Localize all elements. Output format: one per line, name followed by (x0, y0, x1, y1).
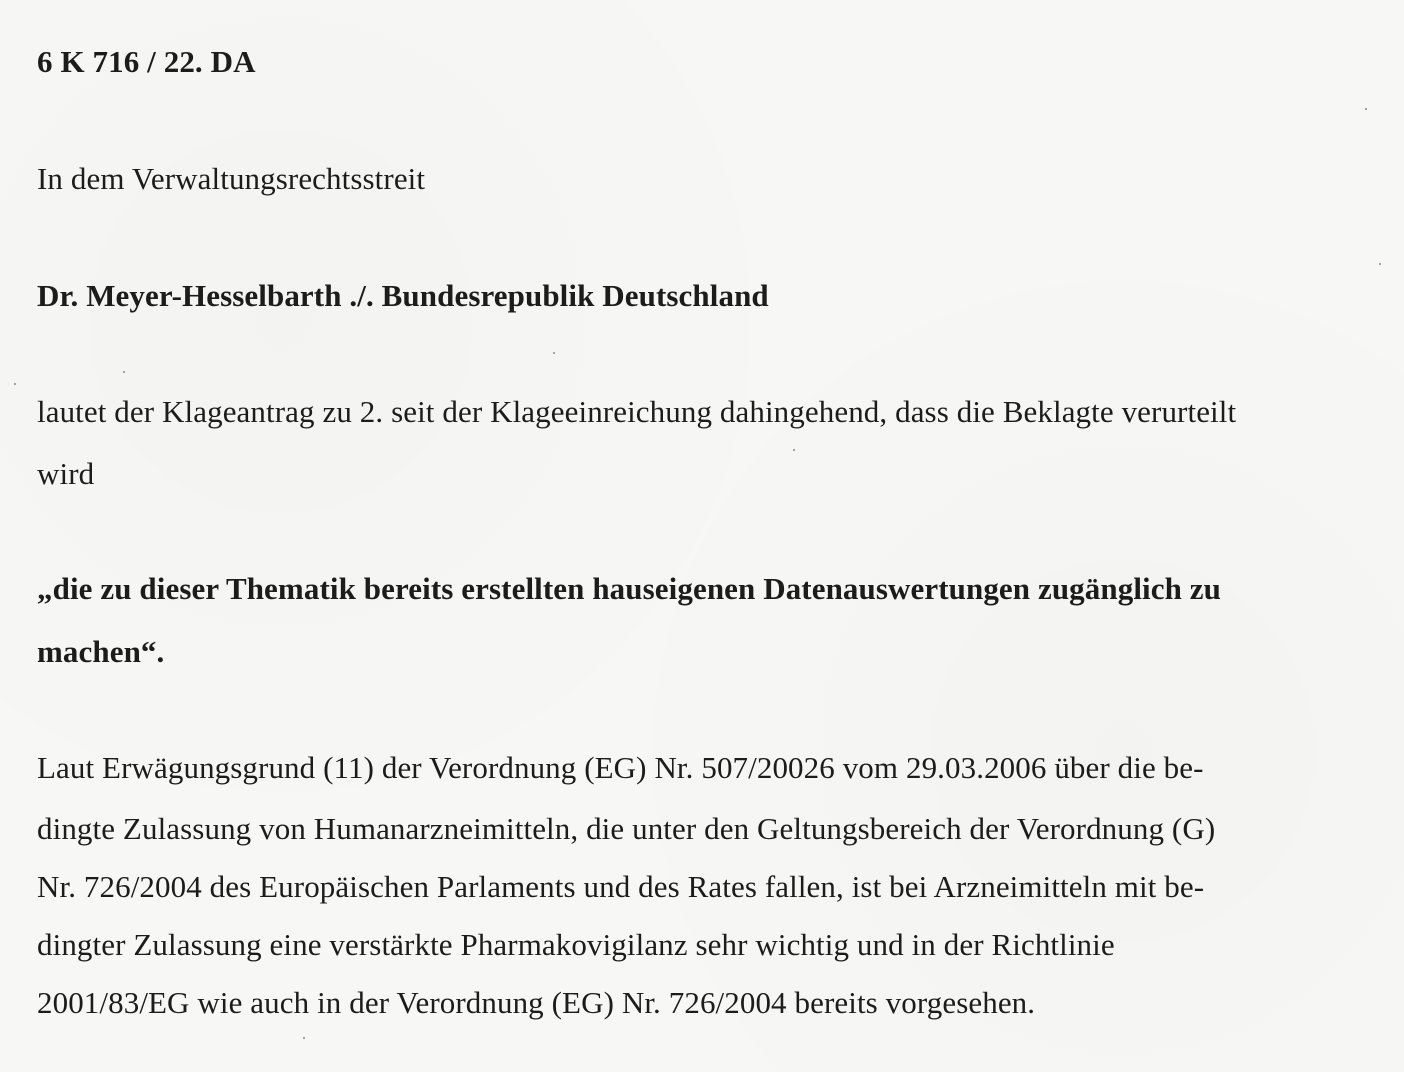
body-line-4: dingter Zulassung eine verstärkte Pharmakovigilanz sehr wichtig und in der Richtlinie (37, 927, 1115, 962)
body-line-2: dingte Zulassung von Humanarzneimitteln, die unter den Geltungsbereich der Verordnung (G) (37, 811, 1216, 846)
scan-speck (793, 449, 795, 451)
scan-speck (123, 371, 125, 373)
scan-speck (1379, 263, 1381, 265)
scan-speck (303, 1037, 305, 1039)
claim-line-2: wird (37, 456, 95, 491)
scan-speck (1365, 108, 1367, 110)
case-number: 6 K 716 / 22. DA (37, 44, 256, 79)
scan-speck (553, 352, 555, 354)
quote-line-2: machen“. (37, 634, 165, 669)
claim-line-1: lautet der Klageantrag zu 2. seit der Klageeinreichung dahingehend, dass die Beklagte verurteilt (37, 394, 1237, 429)
quote-line-1: „die zu dieser Thematik bereits erstellten hauseigenen Datenauswertungen zugänglich zu (37, 571, 1221, 606)
intro-text: In dem Verwaltungsrechtsstreit (37, 161, 426, 196)
body-line-1: Laut Erwägungsgrund (11) der Verordnung (EG) Nr. 507/20026 vom 29.03.2006 über die be- (37, 750, 1204, 785)
body-line-5: 2001/83/EG wie auch in der Verordnung (EG) Nr. 726/2004 bereits vorgesehen. (37, 985, 1036, 1020)
scan-speck (14, 383, 16, 385)
parties-heading: Dr. Meyer-Hesselbarth ./. Bundesrepublik Deutschland (37, 278, 769, 313)
body-line-3: Nr. 726/2004 des Europäischen Parlaments und des Rates fallen, ist bei Arzneimitteln mit be- (37, 869, 1205, 904)
